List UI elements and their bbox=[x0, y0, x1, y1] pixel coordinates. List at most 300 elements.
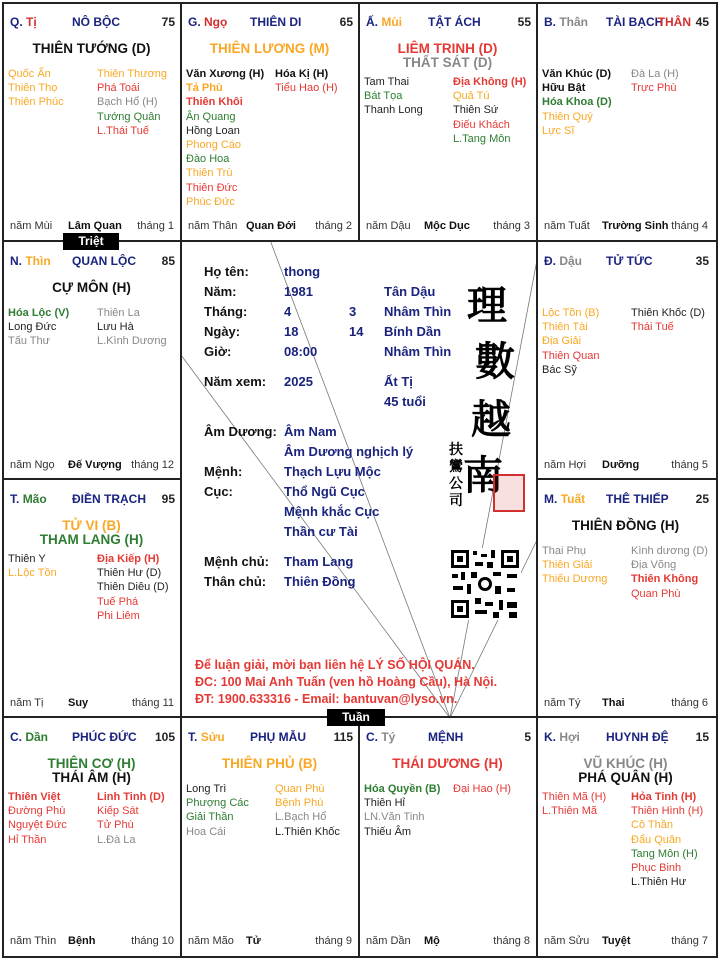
star: Hỏa Tinh (H) bbox=[631, 791, 697, 803]
star-list-right bbox=[631, 306, 705, 334]
major-star: THIÊN ĐỒNG (H) bbox=[571, 518, 680, 533]
footer-stage: Trường Sinh bbox=[602, 220, 669, 232]
than-marker: THÂN bbox=[657, 15, 691, 29]
star-list-left bbox=[186, 782, 249, 839]
major-star: THIÊN PHỦ (B) bbox=[221, 756, 318, 771]
can-label: B. bbox=[544, 15, 556, 29]
palace-name: THIÊN DI bbox=[250, 15, 302, 29]
can-chi bbox=[544, 730, 580, 744]
star: L.Lộc Tồn bbox=[8, 567, 57, 580]
label-than-chu: Thân chủ: bbox=[204, 574, 267, 589]
chi-label: Ngọ bbox=[204, 15, 228, 29]
star: Tử Phù bbox=[97, 819, 134, 832]
palace-cell[interactable] bbox=[3, 718, 180, 956]
star: Hỉ Thần bbox=[8, 833, 47, 846]
star: Đẩu Quân bbox=[631, 833, 682, 846]
can-label: Ấ. bbox=[366, 15, 378, 29]
palace-header bbox=[10, 730, 175, 748]
star-list-left bbox=[8, 552, 57, 580]
palace-name: TÀI BẠCH bbox=[606, 15, 664, 29]
star: Ân Quang bbox=[186, 110, 236, 123]
value-cuc-2: Mệnh khắc Cục bbox=[284, 504, 380, 519]
calligraphy-char-3: 越 bbox=[471, 396, 511, 443]
center-info-panel bbox=[181, 244, 537, 716]
star: Thiên Quý bbox=[542, 110, 593, 123]
value-nam-xem: 2025 bbox=[284, 374, 313, 389]
star: Linh Tinh (D) bbox=[97, 791, 165, 803]
star: Quốc Ấn bbox=[8, 68, 51, 80]
palace-name: TẬT ÁCH bbox=[428, 15, 481, 29]
star: L.Thái Tuế bbox=[97, 124, 149, 137]
palace-cell[interactable] bbox=[3, 3, 180, 241]
star: Hoa Cái bbox=[186, 825, 226, 838]
star-list-right bbox=[97, 552, 169, 623]
calligraphy-char-4: 南 bbox=[463, 452, 503, 499]
major-star: THIÊN LƯƠNG (M) bbox=[209, 41, 330, 56]
star: Thiên Không bbox=[631, 573, 699, 586]
footer-year: năm Dậu bbox=[366, 220, 411, 232]
tuan-badge: Tuần bbox=[327, 709, 385, 726]
star: Thiên Đức bbox=[186, 181, 238, 194]
chi-label: Tị bbox=[26, 15, 37, 29]
can-label: N. bbox=[10, 254, 22, 268]
can-chi bbox=[544, 254, 582, 268]
star: Trực Phù bbox=[631, 82, 677, 95]
star-list-left bbox=[186, 67, 264, 209]
value-tuoi: 45 tuổi bbox=[384, 394, 426, 409]
calligraphy-small-4: 司 bbox=[449, 493, 463, 509]
star-list-right bbox=[453, 75, 526, 146]
palace-name: TỬ TỨC bbox=[606, 254, 653, 268]
major-star: THẤT SÁT (D) bbox=[402, 55, 493, 70]
footer-year: năm Mùi bbox=[10, 220, 53, 232]
chi-label: Thìn bbox=[25, 254, 51, 268]
can-label: K. bbox=[544, 730, 556, 744]
footer-stage: Đế Vượng bbox=[68, 459, 122, 471]
major-star: THIÊN TƯỚNG (D) bbox=[32, 41, 151, 56]
triet-badge: Triệt bbox=[63, 233, 119, 250]
star: Nguyệt Đức bbox=[8, 819, 67, 832]
palace-header bbox=[366, 730, 531, 748]
star: Thiên La bbox=[97, 307, 140, 319]
star: Quan Phù bbox=[275, 783, 325, 795]
value-gio: 08:00 bbox=[284, 344, 318, 359]
footer-month: tháng 5 bbox=[671, 459, 708, 471]
palace-number: 85 bbox=[161, 254, 175, 268]
star: Bạch Hổ (H) bbox=[97, 96, 158, 109]
palace-footer bbox=[10, 697, 174, 711]
star: Địa Giải bbox=[542, 335, 582, 348]
contact-line-3[interactable]: ĐT: 1900.633316 - Email: bantuvan@lyso.vn. bbox=[195, 692, 458, 706]
footer-year: năm Ngọ bbox=[10, 459, 55, 471]
star: L.Đà La bbox=[97, 833, 136, 846]
star: Hóa Kị (H) bbox=[275, 68, 329, 80]
star: Phi Liêm bbox=[97, 609, 140, 622]
star: Tiểu Hao (H) bbox=[275, 82, 338, 95]
palace-cell[interactable] bbox=[537, 3, 714, 241]
footer-year: năm Thân bbox=[188, 220, 238, 232]
can-chi bbox=[10, 15, 37, 29]
chi-label: Dậu bbox=[559, 254, 583, 268]
palace-header bbox=[10, 254, 175, 272]
footer-year: năm Hợi bbox=[544, 459, 587, 471]
star: Địa Không (H) bbox=[453, 76, 527, 88]
star: Đào Hoa bbox=[186, 153, 230, 166]
value-gio-can: Nhâm Thìn bbox=[384, 344, 452, 359]
palace-footer bbox=[544, 220, 708, 234]
palace-number: 35 bbox=[695, 254, 709, 268]
star: Bác Sỹ bbox=[542, 363, 577, 376]
qr-code[interactable] bbox=[449, 548, 521, 620]
star: Điếu Khách bbox=[453, 118, 510, 131]
star: Long Đức bbox=[8, 321, 57, 334]
footer-month: tháng 11 bbox=[131, 697, 174, 709]
major-star: THAM LANG (H) bbox=[39, 532, 144, 547]
star-list-left bbox=[542, 67, 612, 138]
star-list-right bbox=[453, 782, 511, 796]
star-list-right bbox=[275, 782, 340, 839]
star: L.Tang Môn bbox=[453, 132, 511, 145]
can-label: G. bbox=[188, 15, 201, 29]
major-star: VŨ KHÚC (H) bbox=[583, 756, 668, 771]
star: Địa Võng bbox=[631, 559, 677, 572]
footer-stage: Dưỡng bbox=[602, 459, 640, 471]
star-list-left bbox=[8, 790, 67, 847]
footer-stage: Quan Đới bbox=[246, 220, 296, 232]
footer-stage: Bệnh bbox=[68, 935, 96, 947]
can-chi bbox=[188, 15, 227, 29]
value-am-duong-2: Âm Dương nghịch lý bbox=[284, 444, 414, 459]
can-chi bbox=[10, 254, 51, 268]
calligraphy-small-2: 鸞 bbox=[449, 459, 463, 475]
star: Thiên Khôi bbox=[186, 96, 243, 109]
palace-number: 115 bbox=[333, 730, 353, 744]
footer-stage: Lâm Quan bbox=[68, 220, 122, 232]
star: Kình dương (D) bbox=[631, 545, 708, 557]
palace-cell[interactable] bbox=[181, 3, 358, 241]
star: Thanh Long bbox=[364, 104, 423, 117]
contact-line-1: Để luận giải, mời bạn liên hệ LÝ SỐ HỘI QUÁN. bbox=[195, 658, 475, 672]
footer-year: năm Tuất bbox=[544, 220, 590, 232]
star: Thiên Việt bbox=[8, 791, 61, 803]
star: Tấu Thư bbox=[8, 335, 51, 348]
can-chi bbox=[366, 730, 395, 744]
chi-label: Mão bbox=[22, 492, 47, 506]
label-menh: Mệnh: bbox=[204, 464, 243, 479]
star: L.Bạch Hổ bbox=[275, 811, 327, 824]
palace-number: 105 bbox=[154, 730, 175, 744]
star: Đại Hao (H) bbox=[453, 783, 512, 795]
star: Tả Phù bbox=[186, 82, 223, 95]
palace-cell[interactable] bbox=[537, 480, 714, 718]
star: Thiên Sứ bbox=[453, 104, 499, 117]
palace-name: HUYNH ĐỆ bbox=[606, 730, 669, 744]
major-star: CỰ MÔN (H) bbox=[52, 280, 131, 295]
major-star: THIÊN CƠ (H) bbox=[47, 756, 136, 771]
star: Phượng Các bbox=[186, 797, 249, 810]
footer-year: năm Dần bbox=[366, 935, 411, 947]
star-list-right bbox=[97, 67, 167, 138]
star: Thiên Mã (H) bbox=[542, 791, 607, 803]
footer-year: năm Thìn bbox=[10, 935, 57, 947]
star: Quan Phù bbox=[631, 587, 681, 600]
star-list-right bbox=[97, 790, 165, 847]
palace-number: 75 bbox=[161, 15, 175, 29]
palace-footer bbox=[544, 697, 708, 711]
palace-cell[interactable] bbox=[3, 242, 180, 480]
palace-header bbox=[188, 730, 353, 748]
star: Phong Cáo bbox=[186, 139, 242, 152]
palace-number: 45 bbox=[695, 15, 709, 29]
star: Cô Thần bbox=[631, 819, 673, 832]
can-chi bbox=[366, 15, 402, 29]
palace-number: 15 bbox=[695, 730, 709, 744]
palace-footer bbox=[10, 459, 174, 473]
palace-header bbox=[188, 15, 353, 33]
seal-stamp bbox=[493, 474, 525, 512]
label-thang: Tháng: bbox=[204, 304, 248, 319]
star-list-left bbox=[542, 544, 607, 587]
palace-footer bbox=[366, 220, 530, 234]
star: Thiên Hỉ bbox=[364, 797, 405, 810]
calligraphy-small-1: 扶 bbox=[449, 442, 463, 458]
footer-month: tháng 4 bbox=[671, 220, 708, 232]
star: Lộc Tồn (B) bbox=[542, 307, 600, 319]
star: Bệnh Phù bbox=[275, 797, 324, 810]
star: Tam Thai bbox=[364, 76, 410, 88]
label-cuc: Cục: bbox=[204, 484, 233, 499]
footer-month: tháng 7 bbox=[671, 935, 708, 947]
calligraphy-char-1: 理 bbox=[467, 282, 507, 329]
palace-footer bbox=[366, 935, 530, 949]
can-chi bbox=[10, 492, 47, 506]
value-ngay-am: 14 bbox=[349, 324, 364, 339]
contact-line-2: ĐC: 100 Mai Anh Tuấn (ven hồ Hoàng Cầu), Hà Nội. bbox=[195, 675, 498, 689]
can-chi bbox=[10, 730, 48, 744]
footer-year: năm Tị bbox=[10, 697, 44, 709]
major-star: LIÊM TRINH (D) bbox=[397, 41, 498, 56]
star: Hóa Khoa (D) bbox=[542, 96, 612, 109]
value-cuc-3: Thần cư Tài bbox=[284, 524, 358, 539]
footer-month: tháng 12 bbox=[131, 459, 174, 471]
palace-name: MỆNH bbox=[428, 730, 464, 744]
star: Thiên Quan bbox=[542, 349, 600, 362]
star: Hóa Quyền (B) bbox=[364, 783, 441, 795]
star: Thiên Y bbox=[8, 553, 46, 565]
palace-cell[interactable] bbox=[537, 242, 714, 480]
value-thang-can: Nhâm Thìn bbox=[384, 304, 452, 319]
palace-number: 65 bbox=[339, 15, 353, 29]
footer-month: tháng 8 bbox=[493, 935, 530, 947]
star: Lực Sĩ bbox=[542, 124, 575, 137]
star: Hóa Lộc (V) bbox=[8, 307, 70, 319]
major-star: THÁI ÂM (H) bbox=[52, 770, 131, 785]
star: Tuế Phá bbox=[97, 595, 139, 608]
star: LN.Văn Tinh bbox=[364, 811, 425, 824]
star-list-left bbox=[8, 67, 64, 110]
star: Thiên Phúc bbox=[8, 96, 64, 109]
star: Long Trì bbox=[186, 783, 227, 795]
palace-header bbox=[366, 15, 531, 33]
palace-cell[interactable] bbox=[537, 718, 714, 956]
palace-footer bbox=[10, 935, 174, 949]
star-list-left bbox=[364, 75, 423, 118]
can-chi bbox=[544, 492, 585, 506]
palace-name: THÊ THIẾP bbox=[606, 492, 669, 506]
star: Thiên Khốc (D) bbox=[631, 307, 705, 319]
palace-footer bbox=[188, 220, 352, 234]
footer-month: tháng 1 bbox=[137, 220, 174, 232]
label-nam-xem: Năm xem: bbox=[204, 374, 267, 389]
palace-name: NÔ BỘC bbox=[72, 15, 120, 29]
star: Thiên Hình (H) bbox=[631, 805, 704, 818]
star: L.Thiên Hư bbox=[631, 876, 687, 889]
footer-month: tháng 6 bbox=[671, 697, 708, 709]
label-nam: Năm: bbox=[204, 284, 237, 299]
palace-header bbox=[10, 492, 175, 510]
star: Kiếp Sát bbox=[97, 805, 139, 818]
star: Hồng Loan bbox=[186, 124, 240, 137]
footer-stage: Thai bbox=[602, 697, 625, 709]
footer-stage: Mộc Dục bbox=[424, 220, 470, 232]
palace-header bbox=[544, 254, 709, 272]
palace-number: 95 bbox=[161, 492, 175, 506]
value-thang-am: 3 bbox=[349, 304, 357, 319]
palace-header bbox=[544, 15, 709, 33]
palace-footer bbox=[188, 935, 352, 949]
palace-header bbox=[544, 730, 709, 748]
palace-name: PHÚC ĐỨC bbox=[72, 730, 137, 744]
palace-header bbox=[544, 492, 709, 510]
star: Thiếu Dương bbox=[542, 573, 608, 586]
chi-label: Tuất bbox=[560, 492, 586, 506]
palace-footer bbox=[10, 220, 174, 234]
value-nam: 1981 bbox=[284, 284, 313, 299]
star-list-right bbox=[97, 306, 167, 349]
star: Bát Tọa bbox=[364, 90, 403, 103]
value-thang: 4 bbox=[284, 304, 292, 319]
label-ngay: Ngày: bbox=[204, 324, 241, 339]
star: L.Thiên Khốc bbox=[275, 825, 340, 838]
star: L.Thiên Mã bbox=[542, 805, 598, 818]
star: Thiên Hư (D) bbox=[97, 567, 162, 580]
palace-name: ĐIỀN TRẠCH bbox=[72, 492, 146, 506]
star: Tang Môn (H) bbox=[631, 847, 698, 860]
value-am-duong: Âm Nam bbox=[284, 424, 337, 439]
chi-label: Hợi bbox=[559, 730, 580, 744]
star: Thái Tuế bbox=[631, 321, 674, 334]
value-nam-can: Tân Dậu bbox=[384, 284, 436, 299]
star: Thai Phụ bbox=[542, 545, 587, 557]
can-label: C. bbox=[366, 730, 378, 744]
can-chi bbox=[544, 15, 588, 29]
can-label: T. bbox=[10, 492, 20, 506]
calligraphy-small-3: 公 bbox=[449, 476, 463, 492]
star: Đà La (H) bbox=[631, 68, 679, 80]
footer-month: tháng 3 bbox=[493, 220, 530, 232]
star: Lưu Hà bbox=[97, 321, 134, 334]
palace-name: PHỤ MẪU bbox=[250, 730, 306, 744]
palace-cell[interactable] bbox=[359, 718, 536, 956]
palace-cell[interactable] bbox=[3, 480, 180, 718]
palace-number: 55 bbox=[517, 15, 531, 29]
star: Văn Xương (H) bbox=[186, 68, 265, 80]
star: Quả Tú bbox=[453, 90, 490, 103]
footer-month: tháng 2 bbox=[315, 220, 352, 232]
palace-cell[interactable] bbox=[181, 718, 358, 956]
star: Phục Binh bbox=[631, 862, 682, 875]
major-star: PHÁ QUÂN (H) bbox=[578, 770, 673, 785]
star-list-left bbox=[542, 306, 599, 377]
can-label: C. bbox=[10, 730, 22, 744]
major-star: TỬ VI (B) bbox=[62, 518, 121, 533]
palace-number: 5 bbox=[524, 730, 531, 744]
footer-stage: Tuyệt bbox=[602, 935, 631, 947]
label-am-duong: Âm Dương: bbox=[204, 424, 277, 439]
star-list-left bbox=[364, 782, 440, 839]
footer-stage: Tử bbox=[246, 935, 261, 947]
value-menh-chu: Tham Lang bbox=[284, 554, 354, 569]
palace-name: QUAN LỘC bbox=[72, 254, 136, 268]
star-list-right bbox=[631, 67, 679, 95]
label-menh-chu: Mệnh chủ: bbox=[204, 554, 269, 569]
chi-label: Thân bbox=[559, 15, 589, 29]
value-nam-xem-can: Ất Tị bbox=[384, 374, 413, 389]
value-ngay: 18 bbox=[284, 324, 299, 339]
footer-month: tháng 10 bbox=[131, 935, 174, 947]
star-list-right bbox=[275, 67, 338, 95]
calligraphy-char-2: 數 bbox=[475, 338, 515, 385]
star: Tướng Quân bbox=[97, 110, 161, 123]
star: L.Kình Dương bbox=[97, 335, 167, 348]
chi-label: Tý bbox=[381, 730, 396, 744]
star: Thiên Thọ bbox=[8, 82, 58, 95]
major-star: THÁI DƯƠNG (H) bbox=[392, 756, 503, 771]
star: Địa Kiếp (H) bbox=[97, 553, 160, 565]
can-label: Q. bbox=[10, 15, 23, 29]
star: Thiên Giải bbox=[542, 559, 593, 572]
label-gio: Giờ: bbox=[204, 344, 232, 359]
star: Thiên Tài bbox=[542, 321, 588, 334]
value-than-chu: Thiên Đồng bbox=[284, 574, 356, 589]
label-ho-ten: Họ tên: bbox=[204, 264, 249, 279]
star-list-right bbox=[631, 790, 703, 889]
footer-stage: Suy bbox=[68, 697, 89, 709]
star: Thiên Thương bbox=[97, 68, 168, 80]
footer-year: năm Mão bbox=[188, 935, 234, 947]
footer-month: tháng 9 bbox=[315, 935, 352, 947]
can-label: T. bbox=[188, 730, 198, 744]
star: Giải Thần bbox=[186, 811, 234, 824]
grid-line bbox=[2, 956, 718, 958]
palace-footer bbox=[544, 935, 708, 949]
value-ngay-can: Bính Dần bbox=[384, 324, 442, 339]
value-ho-ten: thong bbox=[284, 264, 321, 279]
palace-header bbox=[10, 15, 175, 33]
footer-year: năm Tý bbox=[544, 697, 581, 709]
star: Phúc Đức bbox=[186, 195, 235, 208]
grid-line bbox=[716, 2, 718, 958]
can-label: Đ. bbox=[544, 254, 556, 268]
star: Văn Khúc (D) bbox=[542, 68, 612, 80]
palace-cell[interactable] bbox=[359, 3, 536, 241]
star: Thiếu Âm bbox=[364, 825, 412, 838]
star: Hữu Bật bbox=[542, 82, 586, 95]
star: Thiên Trù bbox=[186, 167, 233, 180]
chi-label: Dần bbox=[25, 730, 49, 744]
star-list-left bbox=[8, 306, 69, 349]
value-cuc: Thổ Ngũ Cục bbox=[284, 484, 365, 499]
